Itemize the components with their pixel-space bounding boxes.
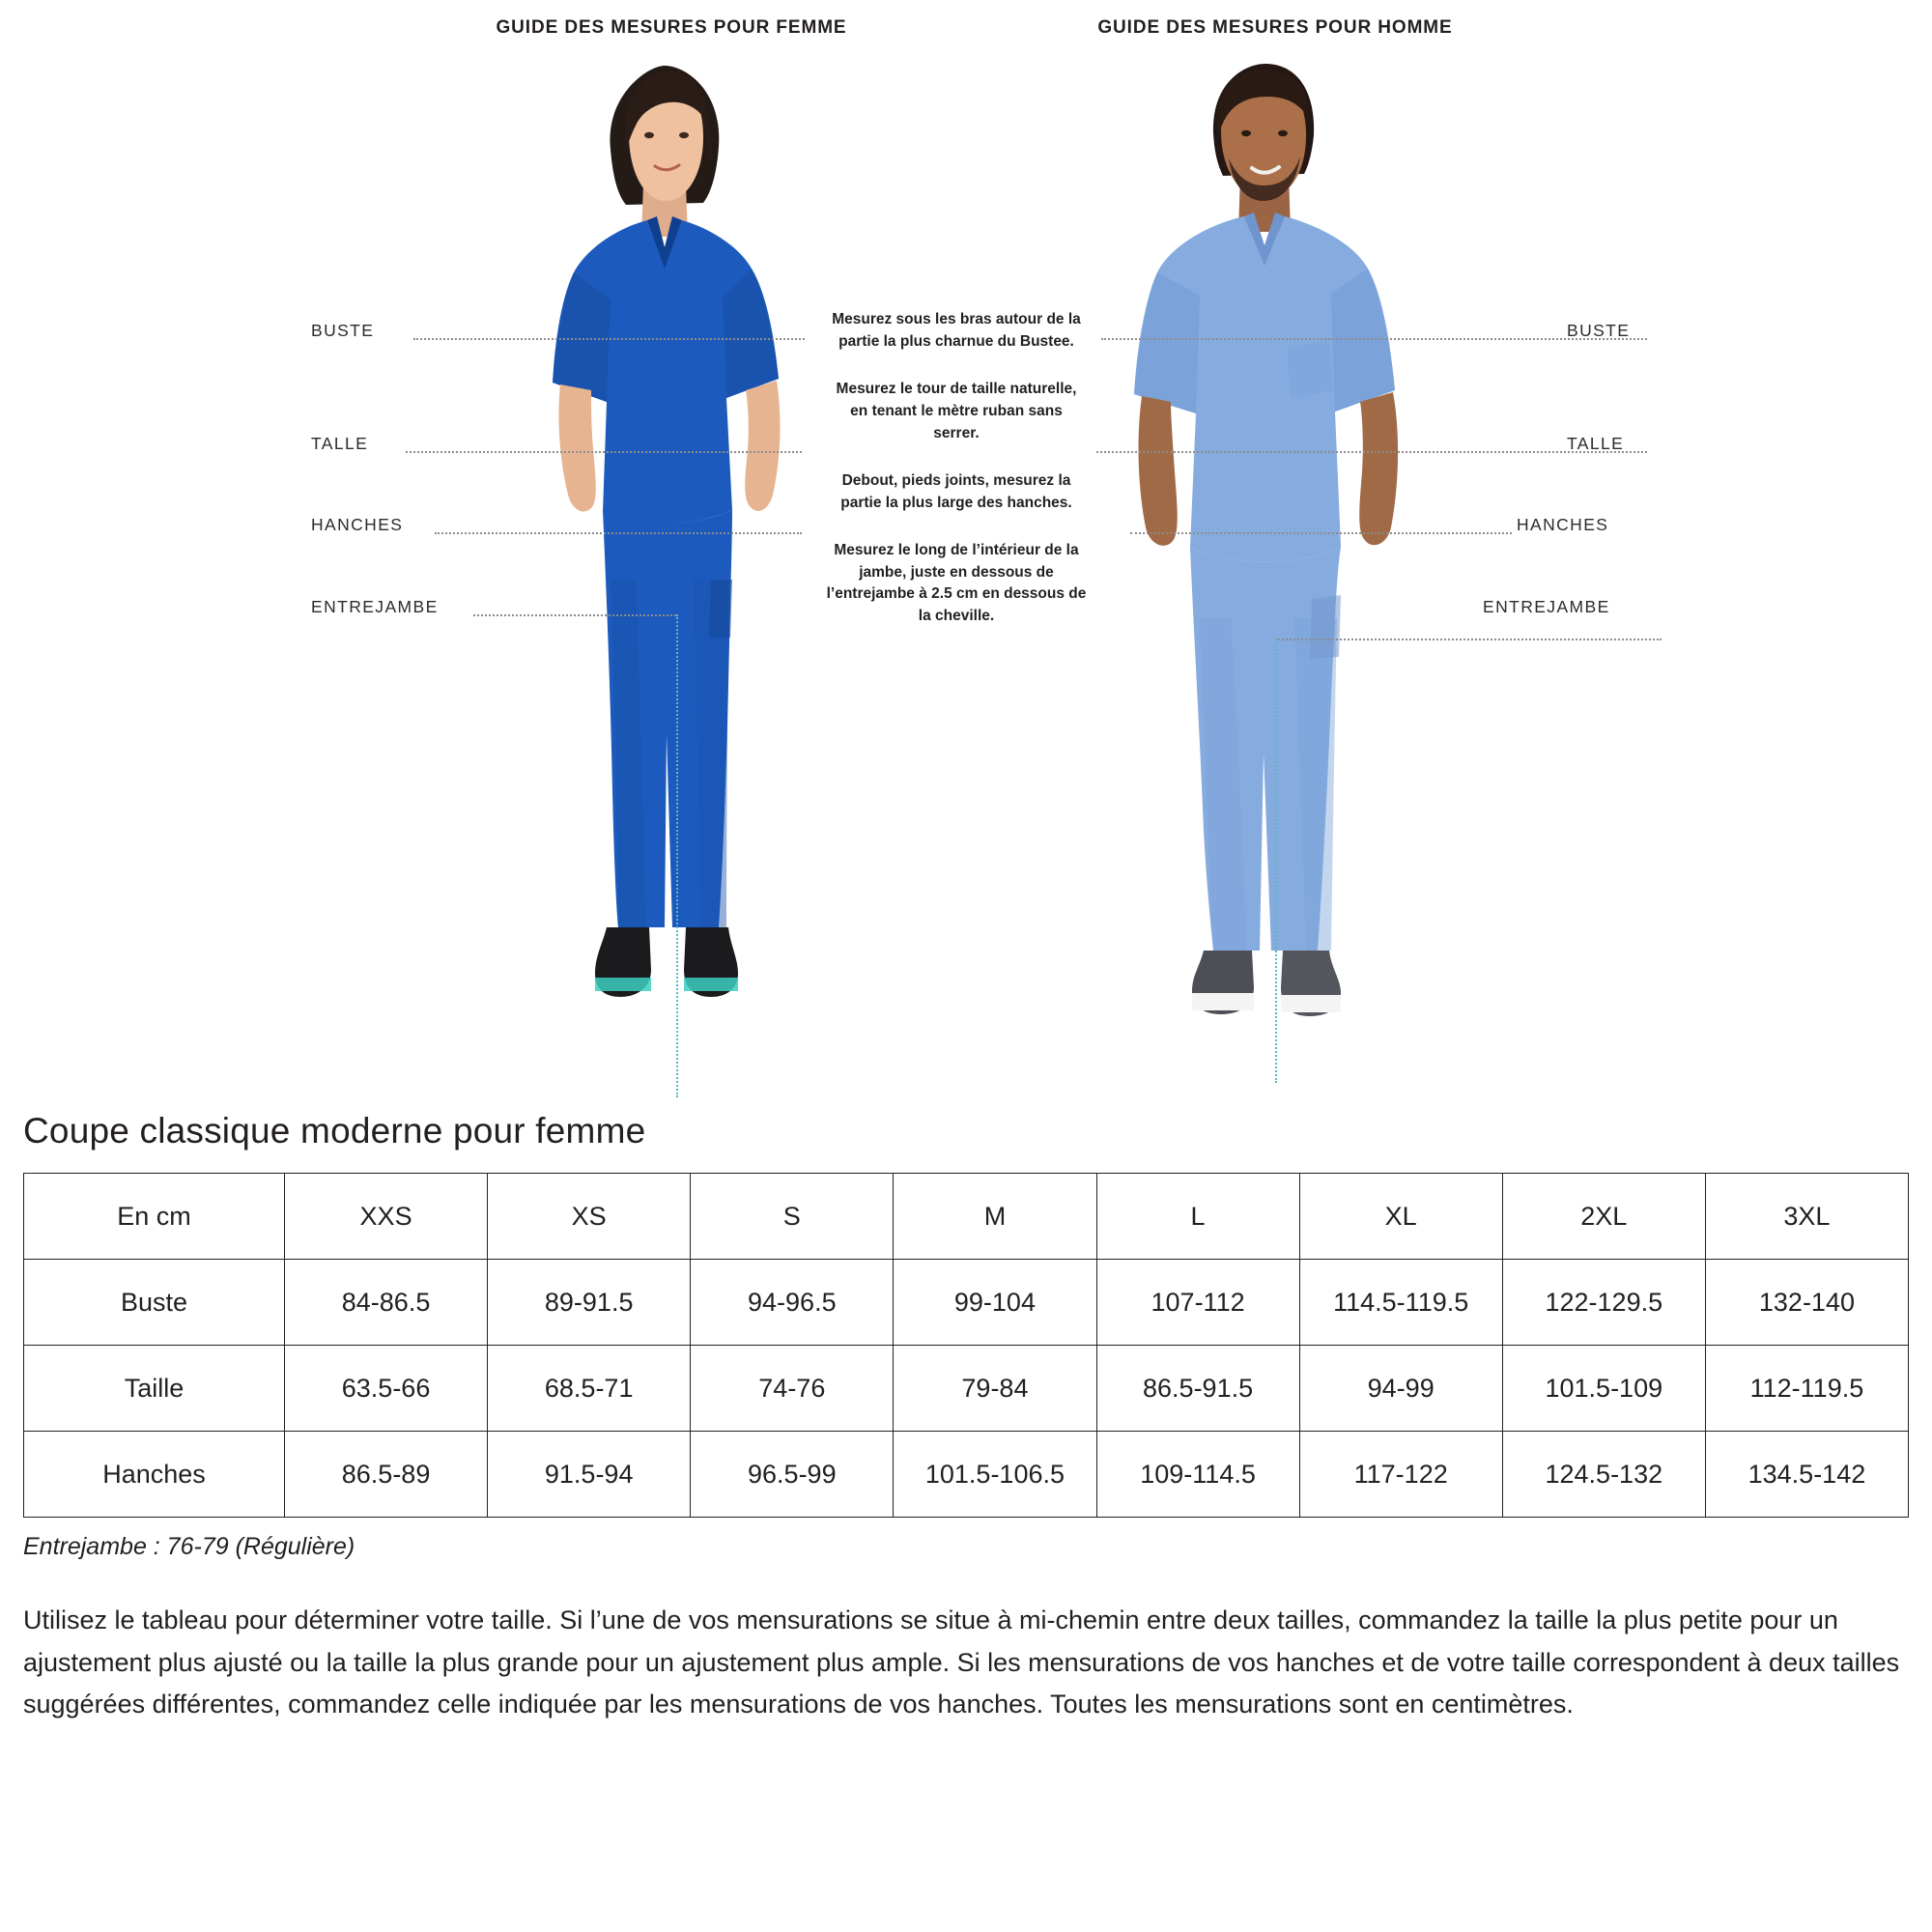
table-row (24, 1260, 1909, 1346)
table-cell: 124.5-132 (1502, 1432, 1705, 1518)
female-model-illustration (502, 58, 811, 1111)
male-waist-label: TALLE (1567, 434, 1625, 453)
table-row (24, 1346, 1909, 1432)
table-cell: 134.5-142 (1705, 1432, 1908, 1518)
table-header-cell: En cm (24, 1174, 285, 1260)
male-inseam-label: ENTREJAMBE (1483, 597, 1610, 616)
table-header-cell: 3XL (1705, 1174, 1908, 1260)
female-inseam-label: ENTREJAMBE (311, 597, 439, 616)
table-cell: 86.5-91.5 (1096, 1346, 1299, 1432)
table-header-cell: XXS (285, 1174, 488, 1260)
sizing-instructions-paragraph: Utilisez le tableau pour déterminer votre taille. Si l’une de vos mensurations se situe à mi-chemin entre deux tailles, commandez la taille la plus petite pour un ajustement plus ajusté ou la taille la plus grande pour un ajustement plus ample. Si les mensurations de vos hanches et de votre taille correspondent à deux tailles suggérées différentes, commandez celle indiquée par les mensurations de vos hanches. Toutes les mensurations sont en centimètres. (23, 1605, 1900, 1719)
table-cell: 74-76 (691, 1346, 894, 1432)
row-label: Hanches (24, 1432, 285, 1518)
male-bust-guide-line (1101, 338, 1647, 340)
male-model-illustration (1111, 58, 1410, 1111)
male-guide-title: GUIDE DES MESURES POUR HOMME (1097, 17, 1453, 38)
table-row (24, 1432, 1909, 1518)
male-waist-guide-line (1096, 451, 1647, 453)
instruction-waist: Mesurez le tour de taille naturelle, en tenant le mètre ruban sans serrer. (836, 380, 1077, 441)
table-cell: 132-140 (1705, 1260, 1908, 1346)
female-guide-title: GUIDE DES MESURES POUR FEMME (496, 17, 847, 38)
table-cell: 63.5-66 (285, 1346, 488, 1432)
female-inseam-guide-line (473, 614, 676, 616)
table-header-cell: S (691, 1174, 894, 1260)
size-chart-table (23, 1173, 1909, 1518)
table-cell: 89-91.5 (488, 1260, 691, 1346)
table-header-cell: XL (1299, 1174, 1502, 1260)
size-chart-section (0, 1111, 1932, 1726)
table-cell: 101.5-109 (1502, 1346, 1705, 1432)
table-cell: 96.5-99 (691, 1432, 894, 1518)
table-cell: 99-104 (894, 1260, 1096, 1346)
table-cell: 84-86.5 (285, 1260, 488, 1346)
row-label: Taille (24, 1346, 285, 1432)
table-header-cell: L (1096, 1174, 1299, 1260)
row-label: Buste (24, 1260, 285, 1346)
page-title: Coupe classique moderne pour femme (23, 1111, 646, 1151)
male-hips-label: HANCHES (1517, 515, 1609, 534)
female-hips-guide-line (435, 532, 802, 534)
male-hips-guide-line (1130, 532, 1512, 534)
table-cell: 114.5-119.5 (1299, 1260, 1502, 1346)
table-cell: 109-114.5 (1096, 1432, 1299, 1518)
table-header-cell: 2XL (1502, 1174, 1705, 1260)
female-waist-label: TALLE (311, 434, 369, 453)
table-cell: 107-112 (1096, 1260, 1299, 1346)
table-header-row (24, 1174, 1909, 1260)
table-header-cell: M (894, 1174, 1096, 1260)
female-bust-guide-line (413, 338, 805, 340)
male-bust-label: BUSTE (1567, 321, 1631, 340)
female-inseam-vertical-line (676, 614, 678, 1097)
table-cell: 122-129.5 (1502, 1260, 1705, 1346)
table-cell: 91.5-94 (488, 1432, 691, 1518)
table-cell: 86.5-89 (285, 1432, 488, 1518)
table-cell: 94-99 (1299, 1346, 1502, 1432)
measurement-instructions (826, 309, 1087, 653)
inseam-note: Entrejambe : 76-79 (Régulière) (23, 1533, 355, 1560)
female-waist-guide-line (406, 451, 802, 453)
table-cell: 68.5-71 (488, 1346, 691, 1432)
table-cell: 112-119.5 (1705, 1346, 1908, 1432)
table-cell: 79-84 (894, 1346, 1096, 1432)
table-cell: 94-96.5 (691, 1260, 894, 1346)
table-header-cell: XS (488, 1174, 691, 1260)
table-cell: 101.5-106.5 (894, 1432, 1096, 1518)
instruction-inseam: Mesurez le long de l’intérieur de la jambe, juste en dessous de l’entrejambe à 2.5 cm en dessous de la cheville. (826, 541, 1087, 625)
instruction-hips: Debout, pieds joints, mesurez la partie la plus large des hanches. (840, 471, 1072, 511)
table-cell: 117-122 (1299, 1432, 1502, 1518)
female-hips-label: HANCHES (311, 515, 404, 534)
instruction-bust: Mesurez sous les bras autour de la partie la plus charnue du Bustee. (832, 311, 1081, 350)
female-bust-label: BUSTE (311, 321, 375, 340)
male-inseam-vertical-line (1275, 639, 1277, 1083)
male-inseam-guide-line (1275, 639, 1662, 640)
